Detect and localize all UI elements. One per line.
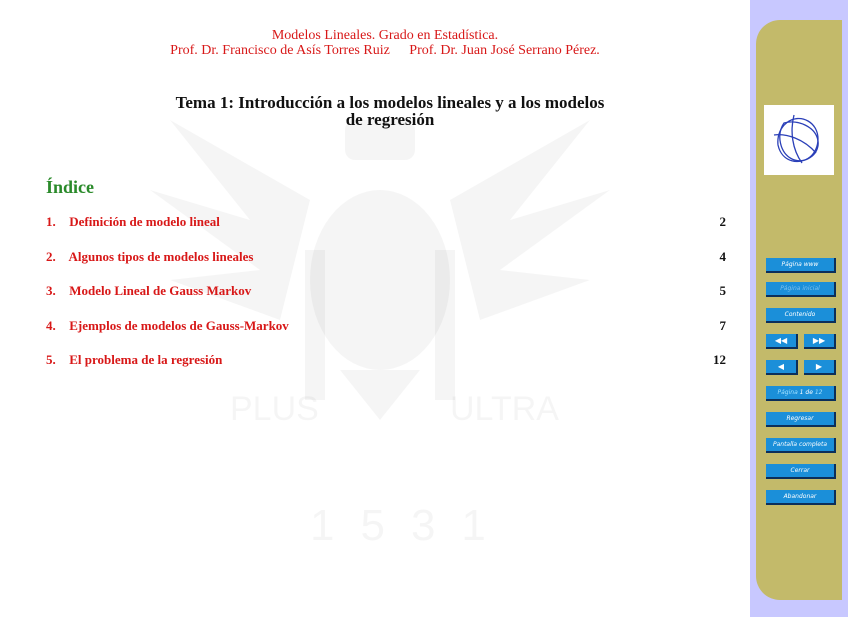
close-button[interactable]: Cerrar [766, 464, 836, 479]
contents-button[interactable]: Contenido [766, 308, 836, 323]
navigation-sidebar [750, 0, 848, 617]
watermark-year: 1531 [310, 501, 512, 550]
toc-item[interactable] [46, 249, 726, 284]
toc-item[interactable] [46, 352, 726, 387]
toc-item-number: 5. [46, 352, 56, 367]
toc-item-number: 2. [46, 248, 56, 264]
toc-item-label[interactable]: Ejemplos de modelos de Gauss-Markov [69, 317, 289, 333]
toc-item-number: 1. [46, 214, 56, 229]
home-page-button[interactable]: Página inicial [766, 282, 836, 297]
page-label: Página [777, 389, 798, 396]
toc-item-page: 2 [719, 214, 726, 229]
quit-button[interactable]: Abandonar [766, 490, 836, 505]
toc-item-label[interactable]: Algunos tipos de modelos lineales [68, 248, 254, 264]
fast-forward-button[interactable]: ▶▶ [804, 334, 836, 349]
watermark-motto-left: PLUS [230, 390, 319, 428]
knot-icon [764, 105, 834, 175]
web-page-button[interactable]: Página www [766, 258, 836, 273]
fast-back-button[interactable]: ◀◀ [766, 334, 798, 349]
back-button[interactable]: ◀ [766, 360, 798, 375]
document-header [0, 28, 770, 58]
course-title: Modelos Lineales. Grado en Estadística. [271, 28, 499, 43]
toc-item-page: 7 [719, 317, 726, 333]
toc-item[interactable] [46, 318, 726, 353]
author-1: Prof. Dr. Francisco de Asís Torres Ruiz [170, 43, 390, 58]
page-current: 1 [799, 389, 804, 396]
page-of: de [805, 389, 813, 396]
title-line-1: Tema 1: Introducción a los modelos lineales y a los modelos [175, 93, 605, 112]
knot-logo [764, 105, 834, 175]
author-2: Prof. Dr. Juan José Serrano Pérez. [409, 43, 600, 58]
toc-item[interactable] [46, 214, 726, 249]
index-heading: Índice [46, 177, 95, 197]
page-title [40, 94, 740, 128]
page-indicator[interactable] [766, 386, 836, 401]
toc-item-page: 5 [719, 283, 726, 298]
title-line-2: de regresión [345, 110, 435, 129]
watermark-motto-right: ULTRA [450, 390, 559, 428]
toc-item-page: 12 [713, 352, 726, 367]
return-button[interactable]: Regresar [766, 412, 836, 427]
page-total: 12 [814, 389, 823, 396]
authors-line [0, 43, 770, 58]
toc-item[interactable] [46, 283, 726, 318]
toc-item-page: 4 [719, 248, 726, 264]
toc-item-label[interactable]: Modelo Lineal de Gauss Markov [69, 283, 252, 298]
table-of-contents [46, 214, 726, 387]
toc-item-number: 4. [46, 317, 56, 333]
fullscreen-button[interactable]: Pantalla completa [766, 438, 836, 453]
toc-item-label[interactable]: Definición de modelo lineal [69, 214, 220, 229]
toc-item-number: 3. [46, 283, 56, 298]
toc-item-label[interactable]: El problema de la regresión [69, 352, 223, 367]
forward-button[interactable]: ▶ [804, 360, 836, 375]
